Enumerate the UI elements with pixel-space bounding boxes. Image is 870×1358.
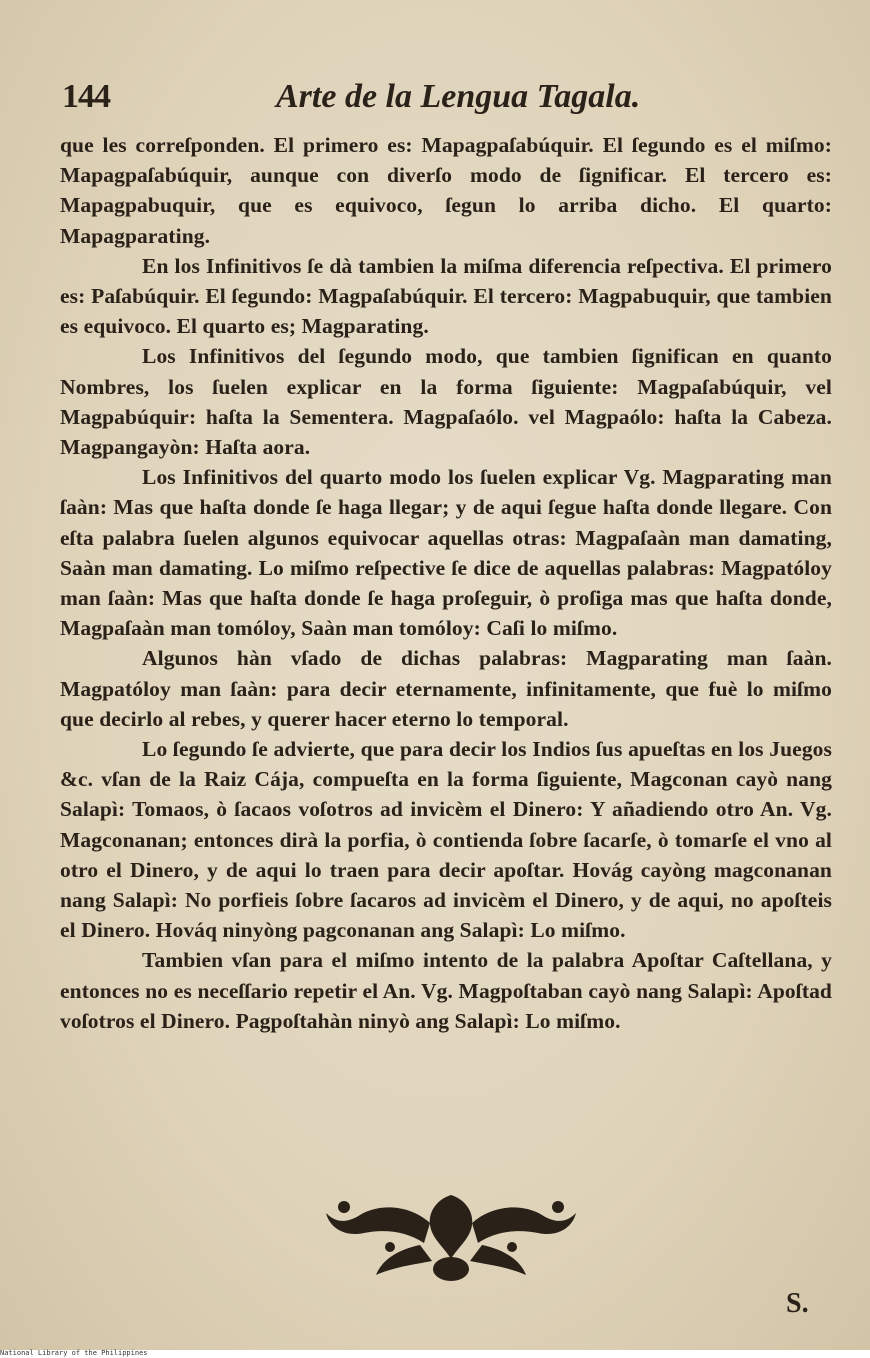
footer-credit: National Library of the Philippines (0, 1349, 148, 1357)
paragraph: Los Infinitivos del quarto modo los ſuelen explicar Vg. Magparating man ſaàn: Mas que haſta donde ſe haga llegar; y de aqui ſegue haſta donde llegare. Con eſta palabra ſuelen algunos equivocar aquellas otras: Magpaſaàn man damating, Saàn man damating. Lo miſmo reſpective ſe dice de aquellas palabras: Magpatóloy man ſaàn: Mas que haſta donde ſe haga proſeguir, ò proſiga mas que haſta donde, Magpaſaàn man tomóloy, Saàn man tomóloy: Caſi lo miſmo. (60, 465, 832, 641)
paragraph: Algunos hàn vſado de dichas palabras: Magparating man ſaàn. Magpatóloy man ſaàn: para decir eternamente, infinitamente, que fuè lo miſmo que decirlo al rebes, y querer hacer eterno lo temporal. (60, 646, 832, 731)
page-number: 144 (62, 78, 110, 115)
paragraph: En los Infinitivos ſe dà tambien la miſma diferencia reſpectiva. El primero es: Paſabúquir. El ſegundo: Magpaſabúquir. El tercero: Magpabuquir, que tambien es equivoco. El quarto es; Magparating. (60, 253, 832, 339)
paragraph: Tambien vſan para el miſmo intento de la palabra Apoſtar Caſtellana, y entonces no es neceſſario repetir el An. Vg. Magpoſtaban cayò nang Salapì: Apoſtad voſotros el Dinero. Pagpoſtahàn ninyò ang Salapì: Lo miſmo. (60, 948, 832, 1033)
paragraph: Los Infinitivos del ſegundo modo, que tambien ſignifican en quanto Nombres, los ſuelen explicar en la forma ſiguiente: Magpaſabúquir, vel Magpabúquir: haſta la Sementera. Magpaſaólo. vel Magpaólo: haſta la Cabeza. Magpangayòn: Haſta aora. (60, 344, 832, 460)
signature-mark: S. (786, 1288, 809, 1319)
paragraph: que les correſponden. El primero es: Mapagpaſabúquir. El ſegundo es el miſmo: Mapagpaſabúquir, aunque con diverſo modo de ſignificar. El tercero es: Mapagpabuquir, que es equivoco, ſegun lo arriba dicho. El quarto: Mapagparating. (60, 133, 832, 248)
paragraph: Lo ſegundo ſe advierte, que para decir los Indios ſus apueſtas en los Juegos &c. vſan de la Raiz Cája, compueſta en la forma ſiguiente, Magconan cayò nang Salapì: Tomaos, ò ſacaos voſotros ad invicèm el Dinero: Y añadiendo otro An. Vg. Magconanan; entonces dirà la porfia, ò contienda ſobre ſacarſe, ò tomarſe el vno al otro el Dinero, y de aqui lo traen para decir apoſtar. Hovág cayòng magconanan nang Salapì: No porfieis ſobre ſacaros ad invicèm el Dinero, y de aqui, no apoſteis el Dinero. Hováq ninyòng pagconanan ang Salapì: Lo miſmo. (60, 737, 832, 943)
printers-ornament-icon (320, 1185, 582, 1285)
body-text (60, 130, 832, 1036)
running-title: Arte de la Lengua Tagala. (276, 78, 641, 115)
page-header (56, 78, 816, 126)
